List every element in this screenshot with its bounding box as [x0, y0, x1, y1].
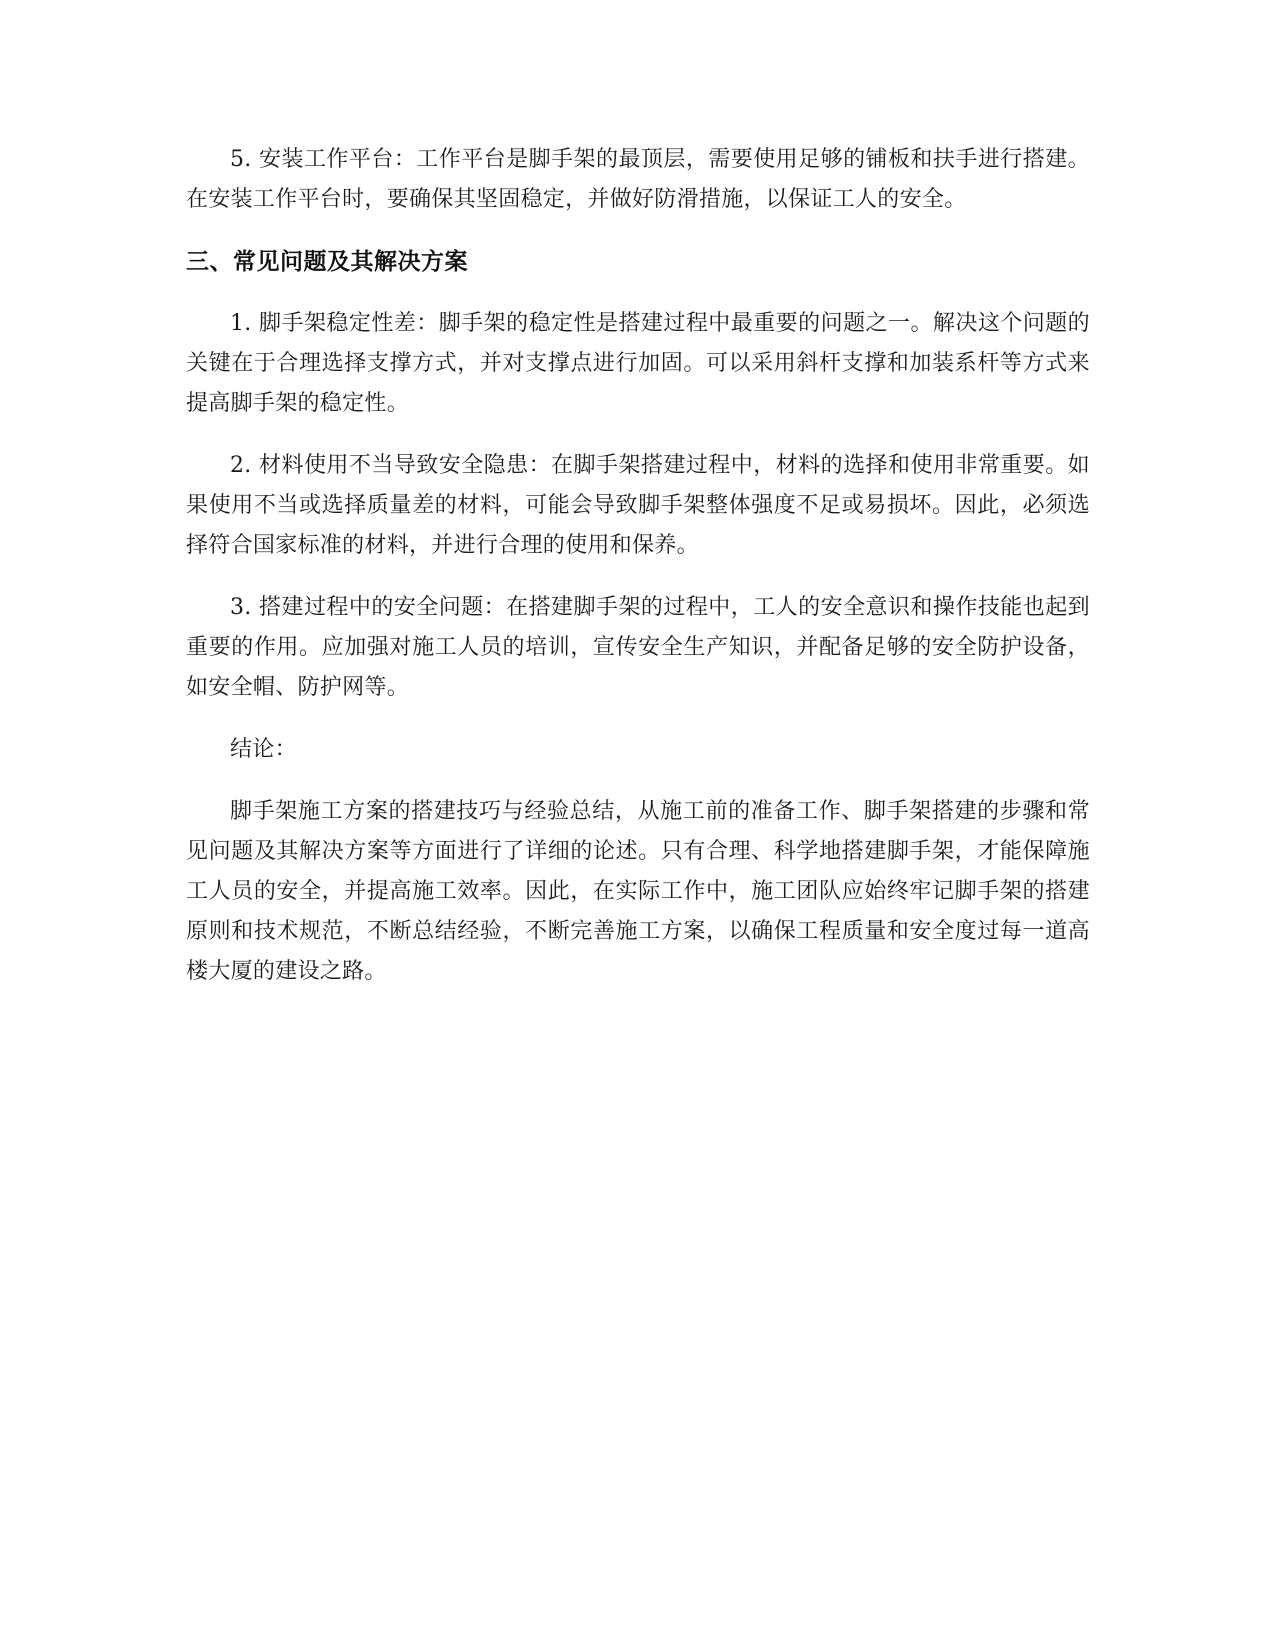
conclusion-paragraph: 脚手架施工方案的搭建技巧与经验总结，从施工前的准备工作、脚手架搭建的步骤和常见问题及其解决方案等方面进行了详细的论述。只有合理、科学地搭建脚手架，才能保障施工人员的安全，并提高施工效率。因此，在实际工作中，施工团队应始终牢记脚手架的搭建原则和技术规范，不断总结经验，不断完善施工方案，以确保工程质量和安全度过每一道高楼大厦的建设之路。	[186, 799, 1090, 984]
paragraph-problem-1: 1. 脚手架稳定性差：脚手架的稳定性是搭建过程中最重要的问题之一。解决这个问题的关键在于合理选择支撑方式，并对支撑点进行加固。可以采用斜杆支撑和加装系杆等方式来提高脚手架的稳定性。	[186, 311, 1090, 416]
paragraph-problem-2: 2. 材料使用不当导致安全隐患：在脚手架搭建过程中，材料的选择和使用非常重要。如果使用不当或选择质量差的材料，可能会导致脚手架整体强度不足或易损坏。因此，必须选择符合国家标准的材料，并进行合理的使用和保养。	[186, 453, 1090, 558]
paragraph-problem-3: 3. 搭建过程中的安全问题：在搭建脚手架的过程中，工人的安全意识和操作技能也起到重要的作用。应加强对施工人员的培训，宣传安全生产知识，并配备足够的安全防护设备，如安全帽、防护网等。	[186, 595, 1090, 700]
section-heading: 三、常见问题及其解决方案	[186, 249, 468, 275]
paragraph-install-platform: 5. 安装工作平台：工作平台是脚手架的最顶层，需要使用足够的铺板和扶手进行搭建。在安装工作平台时，要确保其坚固稳定，并做好防滑措施，以保证工人的安全。	[186, 147, 1090, 212]
document-body	[186, 140, 1090, 1014]
conclusion-label: 结论：	[230, 737, 297, 762]
